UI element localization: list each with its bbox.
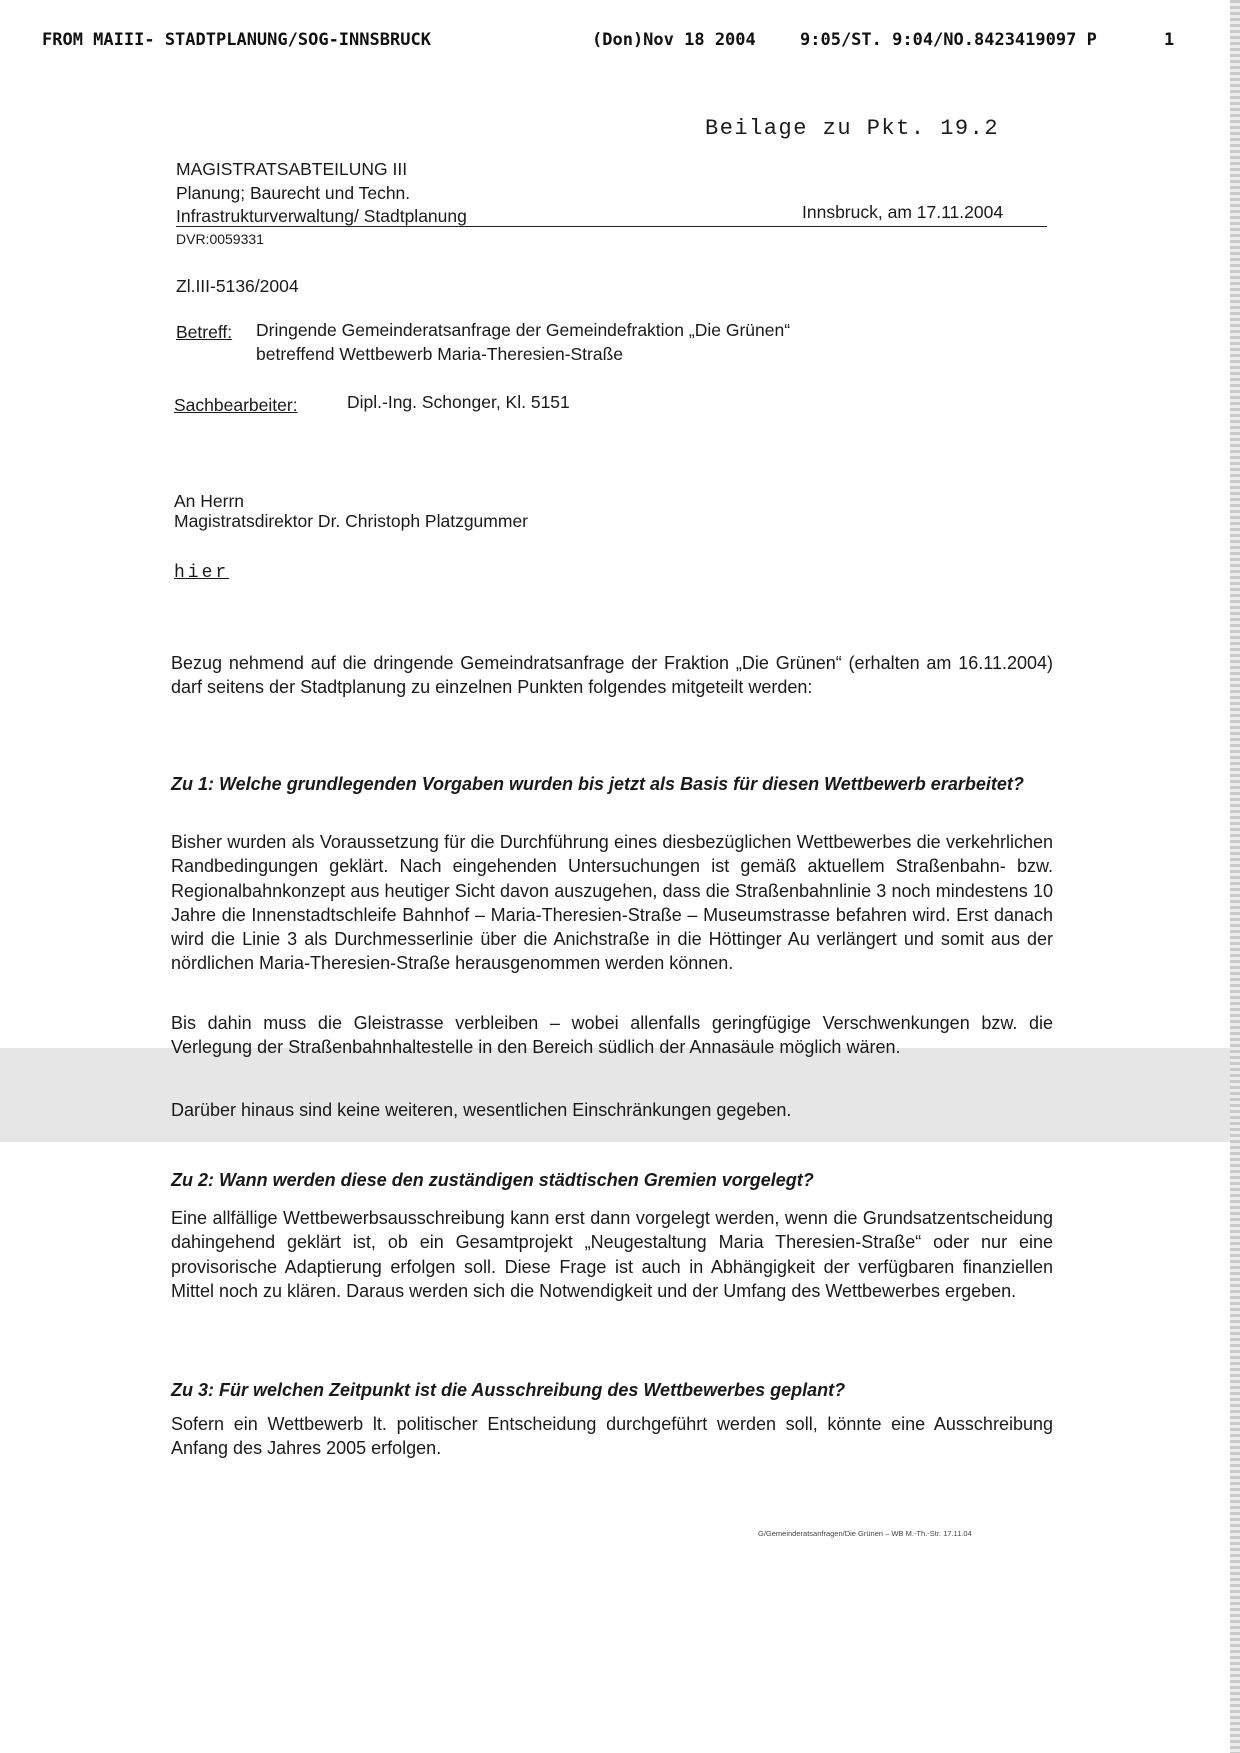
recipient-salutation: An Herrn [174,491,245,511]
question-1-heading: Zu 1: Welche grundlegenden Vorgaben wurden bis jetzt als Basis für diesen Wettbewerb erarbeitet? [171,774,1024,794]
fax-from: FROM MAIII- STADTPLANUNG/SOG-INNSBRUCK [42,30,431,50]
answer-1-paragraph-2: Bis dahin muss die Gleistrasse verbleiben – wobei allenfalls geringfügige Verschwenkungen bzw. die Verlegung der Straßenbahnhaltestelle in den Bereich südlich der Annasäule möglich wären. [171,1013,1053,1058]
intro-paragraph: Bezug nehmend auf die dringende Gemeindratsanfrage der Fraktion „Die Grünen“ (erhalten am 16.11.2004) darf seitens der Stadtplanung zu einzelnen Punkten folgendes mitgeteilt werden: [171,653,1053,698]
recipient-name: Magistratsdirektor Dr. Christoph Platzgummer [174,511,528,531]
question-2-heading: Zu 2: Wann werden diese den zuständigen städtischen Gremien vorgelegt? [171,1170,814,1190]
attachment-note: Beilage zu Pkt. 19.2 [705,116,1000,141]
subject-line-2: betreffend Wettbewerb Maria-Theresien-Straße [256,344,624,364]
answer-2-paragraph-1: Eine allfällige Wettbewerbsausschreibung kann erst dann vorgelegt werden, wenn die Grundsatzentscheidung dahingehend geklärt ist, ob ein Gesamtprojekt „Neugestaltung Maria Theresien-Straße“ oder nur eine provisorische Adaptierung erfolgen soll. Diese Frage ist auch in Abhängigkeit der verfügbaren finanziellen Mittel noch zu klären. Daraus werden sich die Notwendigkeit und der Umfang des Wettbewerbes ergeben. [171,1208,1053,1301]
answer-3-paragraph-1: Sofern ein Wettbewerb lt. politischer Entscheidung durchgeführt werden soll, könnte eine Ausschreibung Anfang des Jahres 2005 erfolgen. [171,1414,1053,1459]
subject-label: Betreff: [176,322,233,342]
sender-department: MAGISTRATSABTEILUNG III [176,159,408,179]
footer-file-path: G/Gemeinderatsanfragen/Die Grünen – WB M.-Th.-Str. 17.11.04 [758,1529,972,1538]
sender-unit: Infrastrukturverwaltung/ Stadtplanung [176,206,467,226]
fax-transmission: 9:05/ST. 9:04/NO.8423419097 P [800,30,1097,50]
place-date: Innsbruck, am 17.11.2004 [802,202,1004,222]
fax-page-number: 1 [1164,30,1175,50]
dvr-number: DVR:0059331 [176,231,264,247]
fax-date: (Don)Nov 18 2004 [592,30,756,50]
clerk-label: Sachbearbeiter: [174,395,298,415]
scan-edge [1230,0,1240,1753]
header-rule [176,226,1047,227]
reference-number: Zl.III-5136/2004 [176,276,299,296]
question-3-heading: Zu 3: Für welchen Zeitpunkt ist die Ausschreibung des Wettbewerbes geplant? [171,1380,846,1400]
answer-1-paragraph-3: Darüber hinaus sind keine weiteren, wesentlichen Einschränkungen gegeben. [171,1100,792,1120]
subject-line-1: Dringende Gemeinderatsanfrage der Gemeindefraktion „Die Grünen“ [256,320,791,340]
recipient-location: hier [174,563,230,583]
answer-1-paragraph-1: Bisher wurden als Voraussetzung für die Durchführung eines diesbezüglichen Wettbewerbes die verkehrlichen Randbedingungen geklärt. Nach eingehenden Untersuchungen ist gemäß aktuellem Straßenbahn- bzw. Regionalbahnkonzept aus heutiger Sicht davon auszugehen, dass die Straßenbahnlinie 3 noch mindestens 10 Jahre die Innenstadtschleife Bahnhof – Maria-Theresien-Straße – Museumstrasse befahren wird. Erst danach wird die Linie 3 als Durchmesserlinie über die Anichstraße in die Höttinger Au verlängert und somit aus der nördlichen Maria-Theresien-Straße herausgenommen werden können. [171,832,1053,974]
scan-shading-band [0,1048,1240,1142]
clerk-value: Dipl.-Ing. Schonger, Kl. 5151 [347,392,570,412]
sender-division: Planung; Baurecht und Techn. [176,183,411,203]
